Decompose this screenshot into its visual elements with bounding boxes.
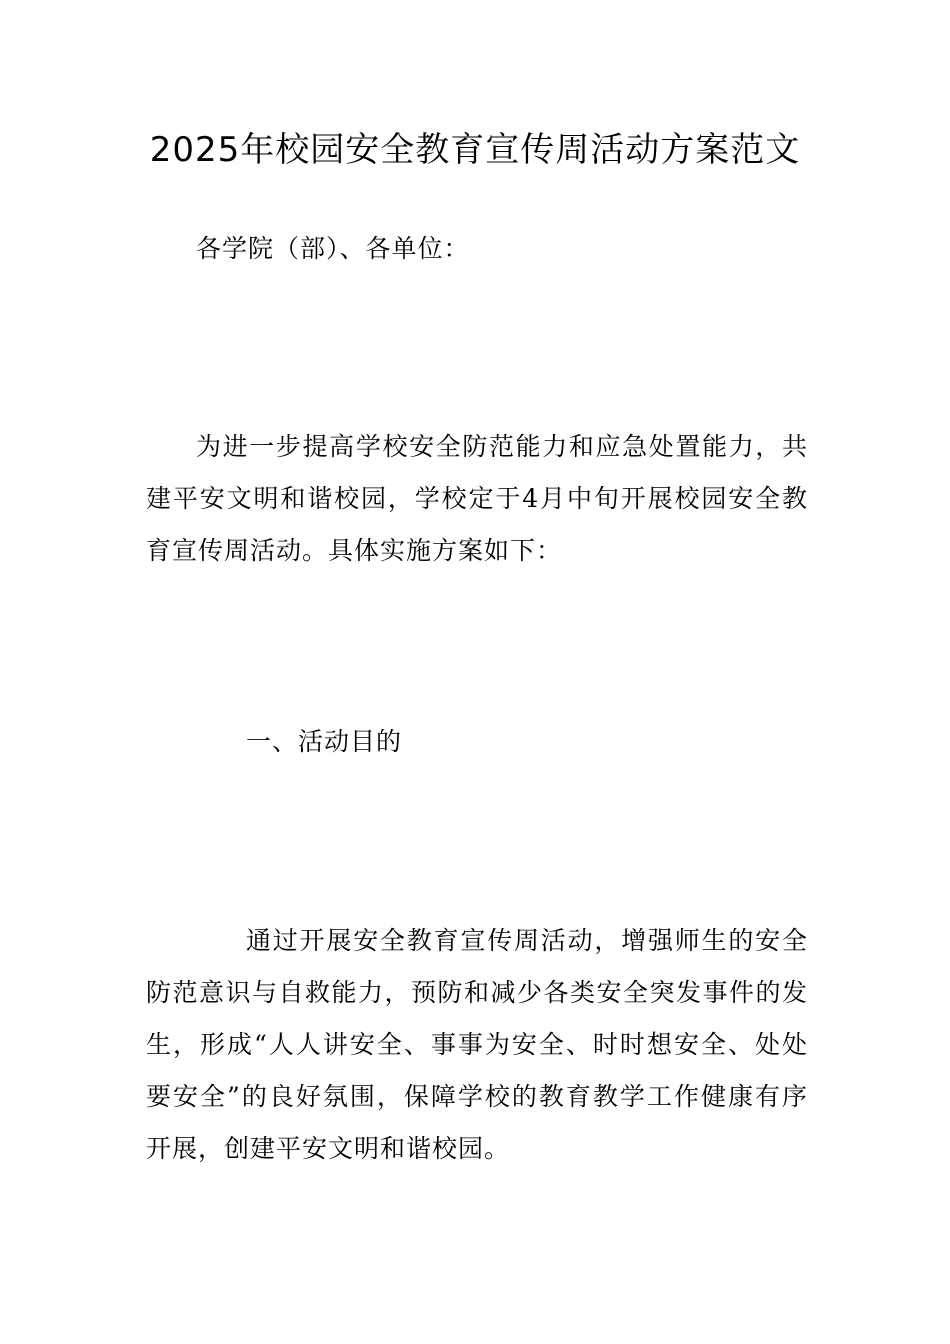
section-paragraph-purpose: 通过开展安全教育宣传周活动，增强师生的安全防范意识与自救能力，预防和减少各类安全突发事件的发生，形成“人人讲安全、事事为安全、时时想安全、处处要安全”的良好氛围，保障学校的教育教学工作健康有序开展，创建平安文明和谐校园。: [146, 926, 808, 1163]
intro-paragraph: 为进一步提高学校安全防范能力和应急处置能力，共建平安文明和谐校园，学校定于4月中旬开展校园安全教育宣传周活动。具体实施方案如下：: [146, 432, 808, 565]
section-heading-purpose: 一、活动目的: [246, 727, 403, 756]
salutation: 各学院（部）、各单位：: [196, 234, 470, 263]
document-title: 2025年校园安全教育宣传周活动方案范文: [149, 130, 801, 170]
